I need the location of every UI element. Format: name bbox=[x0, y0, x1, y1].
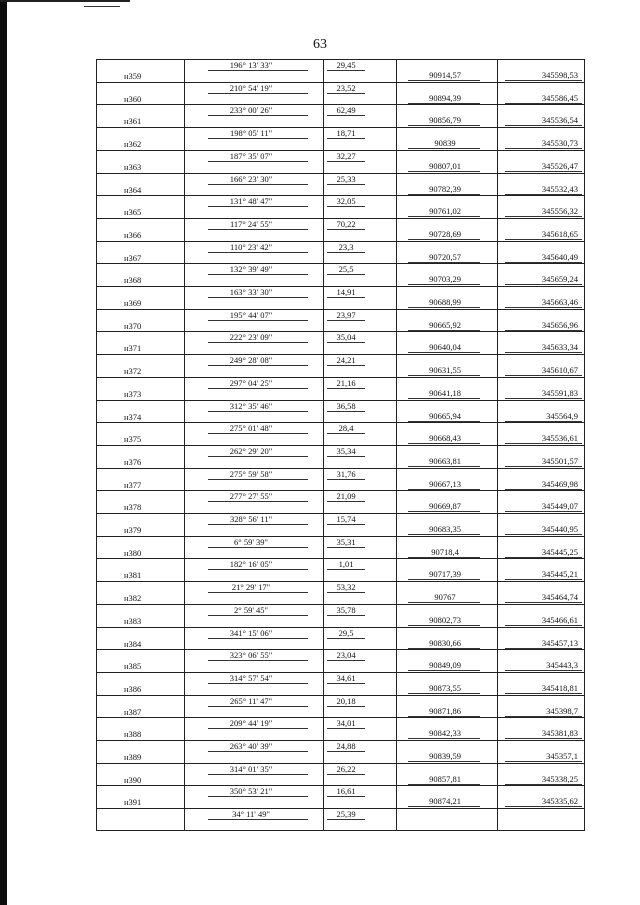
value-underline bbox=[208, 479, 308, 480]
table-row bbox=[96, 104, 585, 127]
segment-length: 24,88 bbox=[336, 741, 356, 751]
coordinate-x: 90663,81 bbox=[429, 455, 461, 466]
point-id: н387 bbox=[124, 706, 142, 717]
coordinate-y: 345591,83 bbox=[541, 387, 578, 398]
segment-length: 29,5 bbox=[338, 627, 354, 638]
direction-angle: 21° 29' 17" bbox=[231, 582, 271, 593]
point-id: н373 bbox=[124, 388, 142, 399]
coordinate-y: 345659,24 bbox=[541, 274, 578, 285]
segment-length: 35,78 bbox=[336, 604, 356, 615]
segment-length: 29,45 bbox=[336, 60, 356, 70]
value-underline bbox=[208, 115, 308, 116]
direction-angle: 297° 04' 25" bbox=[229, 377, 273, 388]
coordinate-y: 345457,13 bbox=[541, 637, 578, 648]
coordinate-y: 345530,73 bbox=[541, 138, 578, 149]
point-id: н388 bbox=[124, 729, 142, 740]
coordinate-y: 345556,32 bbox=[541, 206, 578, 217]
coordinate-y: 345449,07 bbox=[541, 501, 578, 512]
value-underline bbox=[327, 297, 365, 298]
coordinate-x: 90894,39 bbox=[429, 92, 461, 103]
segment-length: 20,18 bbox=[336, 695, 356, 706]
segment-length: 21,16 bbox=[336, 377, 356, 388]
value-underline bbox=[208, 796, 308, 797]
coordinate-x: 90802,73 bbox=[429, 614, 461, 625]
segment-length: 34,01 bbox=[336, 718, 356, 729]
value-underline bbox=[208, 252, 308, 253]
coordinate-y: 345443,3 bbox=[546, 660, 578, 671]
direction-angle: 166° 23' 30" bbox=[229, 173, 273, 184]
value-underline bbox=[327, 774, 365, 775]
coordinate-x: 90839,59 bbox=[429, 751, 461, 761]
coordinate-x: 90668,43 bbox=[429, 433, 461, 444]
value-underline bbox=[327, 70, 365, 71]
value-underline bbox=[327, 206, 365, 207]
coordinate-x: 90665,92 bbox=[429, 319, 461, 330]
coordinate-y: 345381,83 bbox=[541, 728, 578, 739]
value-underline bbox=[208, 819, 308, 820]
point-id: н366 bbox=[124, 229, 142, 240]
value-underline bbox=[327, 501, 365, 502]
direction-angle: 2° 59' 45" bbox=[234, 604, 268, 615]
value-underline bbox=[327, 479, 365, 480]
segment-length: 53,32 bbox=[336, 582, 356, 593]
coordinate-y: 345633,34 bbox=[541, 342, 578, 353]
direction-angle: 163° 33' 30" bbox=[229, 287, 273, 297]
table-row bbox=[96, 377, 585, 400]
segment-length: 16,61 bbox=[336, 786, 356, 797]
coordinate-x: 90873,55 bbox=[429, 682, 461, 693]
value-underline bbox=[327, 274, 365, 275]
coordinate-x: 90720,57 bbox=[429, 251, 461, 262]
value-underline bbox=[327, 728, 365, 729]
table-row bbox=[96, 59, 585, 82]
direction-angle: 262° 29' 20" bbox=[229, 445, 273, 456]
value-underline bbox=[327, 524, 365, 525]
point-id: н390 bbox=[124, 774, 142, 785]
coordinate-x: 90830,66 bbox=[429, 637, 461, 648]
direction-angle: 314° 01' 35" bbox=[229, 763, 273, 774]
table-row bbox=[96, 604, 585, 627]
coordinate-x: 90914,57 bbox=[429, 70, 461, 80]
table-row bbox=[96, 241, 585, 264]
scan-artifact-line bbox=[84, 6, 120, 7]
value-underline bbox=[208, 774, 308, 775]
direction-angle: 210° 54' 19" bbox=[229, 82, 273, 93]
point-id: н363 bbox=[124, 161, 142, 172]
table-row bbox=[96, 173, 585, 196]
value-underline bbox=[327, 229, 365, 230]
value-underline bbox=[327, 342, 365, 343]
coordinate-x: 90688,99 bbox=[429, 297, 461, 307]
table-row bbox=[96, 740, 585, 763]
value-underline bbox=[327, 138, 365, 139]
segment-length: 1,01 bbox=[338, 559, 354, 570]
page-number: 63 bbox=[313, 37, 327, 52]
scan-artifact-line bbox=[0, 0, 130, 2]
coordinate-y: 345663,46 bbox=[541, 297, 578, 307]
point-id: н379 bbox=[124, 525, 142, 535]
coordinate-x: 90665,94 bbox=[429, 410, 461, 421]
coordinate-x: 90807,01 bbox=[429, 160, 461, 171]
coordinate-y: 345564,9 bbox=[546, 410, 578, 421]
coordinate-y: 345418,81 bbox=[541, 682, 578, 693]
value-underline bbox=[208, 456, 308, 457]
direction-angle: 182° 16' 05" bbox=[229, 559, 273, 570]
value-underline bbox=[208, 706, 308, 707]
coordinate-x: 90683,35 bbox=[429, 524, 461, 534]
coordinate-x: 90857,81 bbox=[429, 773, 461, 784]
direction-angle: 249° 28' 08" bbox=[229, 355, 273, 366]
coordinate-y: 345445,21 bbox=[541, 569, 578, 580]
table-row bbox=[96, 695, 585, 718]
segment-length: 25,5 bbox=[338, 264, 354, 275]
segment-length: 28,4 bbox=[338, 423, 354, 434]
coordinate-x: 90718,4 bbox=[431, 546, 459, 557]
direction-angle: 110° 23' 42" bbox=[229, 241, 273, 252]
segment-length: 34,61 bbox=[336, 672, 356, 683]
direction-angle: 328° 56' 11" bbox=[229, 514, 273, 524]
point-id: н385 bbox=[124, 661, 142, 672]
value-underline bbox=[327, 615, 365, 616]
coordinate-x: 90641,18 bbox=[429, 387, 461, 398]
point-id: н389 bbox=[124, 752, 142, 762]
table-row bbox=[96, 468, 585, 491]
point-id: н374 bbox=[124, 411, 142, 422]
value-underline bbox=[327, 456, 365, 457]
table-row bbox=[96, 513, 585, 536]
coordinate-x: 90669,87 bbox=[429, 501, 461, 512]
direction-angle: 222° 23' 09" bbox=[229, 332, 273, 343]
coordinate-y: 345357,1 bbox=[546, 751, 578, 761]
direction-angle: 341° 15' 06" bbox=[229, 627, 273, 638]
segment-length: 15,74 bbox=[336, 514, 356, 524]
coordinate-x: 90782,39 bbox=[429, 183, 461, 194]
table-row bbox=[96, 490, 585, 513]
table-row bbox=[96, 218, 585, 241]
point-id: н361 bbox=[124, 116, 142, 127]
value-underline bbox=[208, 229, 308, 230]
value-underline bbox=[327, 93, 365, 94]
value-underline bbox=[208, 297, 308, 298]
point-id: н370 bbox=[124, 320, 142, 331]
direction-angle: 6° 59' 39" bbox=[234, 536, 268, 547]
point-id: н391 bbox=[124, 797, 142, 808]
point-id: н386 bbox=[124, 683, 142, 694]
value-underline bbox=[208, 365, 308, 366]
table-row bbox=[96, 717, 585, 740]
point-id: н368 bbox=[124, 275, 142, 286]
value-underline bbox=[327, 365, 365, 366]
value-underline bbox=[327, 638, 365, 639]
table-row bbox=[96, 763, 585, 786]
point-id: н359 bbox=[124, 71, 142, 81]
table-row bbox=[96, 127, 585, 150]
coordinate-y: 345598,53 bbox=[541, 70, 578, 80]
value-underline bbox=[208, 524, 308, 525]
point-id: н380 bbox=[124, 547, 142, 558]
coordinate-x: 90728,69 bbox=[429, 228, 461, 239]
table-row bbox=[96, 649, 585, 672]
coordinate-y: 345656,96 bbox=[541, 319, 578, 330]
direction-angle: 314° 57' 54" bbox=[229, 672, 273, 683]
table-row bbox=[96, 627, 585, 650]
segment-length: 14,91 bbox=[336, 287, 356, 297]
value-underline bbox=[327, 751, 365, 752]
segment-length: 23,04 bbox=[336, 650, 356, 661]
point-id: н367 bbox=[124, 252, 142, 263]
segment-length: 35,04 bbox=[336, 332, 356, 343]
direction-angle: 187° 35' 07" bbox=[229, 150, 273, 161]
table-row bbox=[96, 808, 585, 831]
direction-angle: 132° 39' 49" bbox=[229, 264, 273, 275]
value-underline bbox=[208, 70, 308, 71]
coordinate-x: 90761,02 bbox=[429, 206, 461, 217]
coordinate-y: 345501,57 bbox=[541, 455, 578, 466]
coordinate-x: 90631,55 bbox=[429, 365, 461, 376]
segment-length: 25,33 bbox=[336, 173, 356, 184]
value-underline bbox=[327, 184, 365, 185]
table-row bbox=[96, 581, 585, 604]
point-id: н365 bbox=[124, 207, 142, 218]
coordinate-y: 345398,7 bbox=[546, 705, 578, 716]
scan-edge bbox=[0, 0, 7, 905]
coordinates-table bbox=[96, 59, 585, 831]
table-row bbox=[96, 309, 585, 332]
direction-angle: 233° 00' 26" bbox=[229, 105, 273, 116]
point-id: н383 bbox=[124, 615, 142, 626]
coordinate-y: 345445,25 bbox=[541, 546, 578, 557]
segment-length: 21,09 bbox=[336, 491, 356, 502]
coordinate-x: 90871,86 bbox=[429, 705, 461, 716]
point-id: н360 bbox=[124, 93, 142, 104]
coordinate-y: 345469,98 bbox=[541, 478, 578, 489]
coordinate-y: 345536,54 bbox=[541, 115, 578, 126]
coordinate-y: 345335,62 bbox=[541, 796, 578, 807]
value-underline bbox=[208, 569, 308, 570]
coordinate-y: 345640,49 bbox=[541, 251, 578, 262]
value-underline bbox=[208, 615, 308, 616]
coordinate-x: 90703,29 bbox=[429, 274, 461, 285]
point-id: н384 bbox=[124, 638, 142, 649]
segment-length: 26,22 bbox=[336, 763, 356, 774]
segment-length: 32,05 bbox=[336, 196, 356, 207]
segment-length: 62,49 bbox=[336, 105, 356, 116]
value-underline bbox=[327, 161, 365, 162]
value-underline bbox=[208, 206, 308, 207]
value-underline bbox=[208, 547, 308, 548]
value-underline bbox=[208, 433, 308, 434]
segment-length: 23,3 bbox=[338, 241, 354, 252]
value-underline bbox=[208, 728, 308, 729]
coordinate-y: 345464,74 bbox=[541, 592, 578, 603]
direction-angle: 265° 11' 47" bbox=[229, 695, 273, 706]
coordinate-y: 345610,67 bbox=[541, 365, 578, 376]
coordinate-y: 345618,65 bbox=[541, 228, 578, 239]
coordinate-y: 345338,25 bbox=[541, 773, 578, 784]
direction-angle: 198° 05' 11" bbox=[229, 128, 273, 139]
value-underline bbox=[327, 569, 365, 570]
point-id: н372 bbox=[124, 366, 142, 377]
table-row bbox=[96, 354, 585, 377]
direction-angle: 209° 44' 19" bbox=[229, 718, 273, 729]
coordinate-x: 90767 bbox=[434, 592, 456, 603]
point-id: н369 bbox=[124, 298, 142, 308]
segment-length: 32,27 bbox=[336, 150, 356, 161]
value-underline bbox=[208, 683, 308, 684]
direction-angle: 131° 48' 47" bbox=[229, 196, 273, 207]
value-underline bbox=[327, 411, 365, 412]
coordinate-y: 345536,61 bbox=[541, 433, 578, 444]
value-underline bbox=[327, 819, 365, 820]
direction-angle: 195° 44' 07" bbox=[229, 309, 273, 320]
coordinate-x: 90667,13 bbox=[429, 478, 461, 489]
direction-angle: 34° 11' 49" bbox=[232, 809, 270, 820]
coordinate-y: 345586,45 bbox=[541, 92, 578, 103]
direction-angle: 277° 27' 55" bbox=[229, 491, 273, 502]
value-underline bbox=[327, 706, 365, 707]
value-underline bbox=[208, 388, 308, 389]
direction-angle: 275° 01' 48" bbox=[229, 423, 273, 434]
value-underline bbox=[208, 184, 308, 185]
value-underline bbox=[208, 342, 308, 343]
table-row bbox=[96, 263, 585, 286]
direction-angle: 312° 35' 46" bbox=[229, 400, 273, 411]
segment-length: 25,39 bbox=[336, 809, 356, 820]
direction-angle: 350° 53' 21" bbox=[229, 786, 273, 797]
table-row bbox=[96, 422, 585, 445]
segment-length: 18,71 bbox=[336, 128, 356, 139]
table-row bbox=[96, 785, 585, 808]
value-underline bbox=[208, 660, 308, 661]
value-underline bbox=[327, 683, 365, 684]
table-row bbox=[96, 82, 585, 105]
value-underline bbox=[208, 411, 308, 412]
value-underline bbox=[208, 592, 308, 593]
point-id: н362 bbox=[124, 139, 142, 150]
segment-length: 24,21 bbox=[336, 355, 356, 366]
segment-length: 70,22 bbox=[336, 218, 356, 229]
value-underline bbox=[327, 388, 365, 389]
value-underline bbox=[208, 638, 308, 639]
value-underline bbox=[327, 433, 365, 434]
segment-length: 36,58 bbox=[336, 400, 356, 411]
point-id: н381 bbox=[124, 570, 142, 581]
coordinate-y: 345532,43 bbox=[541, 183, 578, 194]
table-row bbox=[96, 400, 585, 423]
coordinate-y: 345526,47 bbox=[541, 160, 578, 171]
table-row bbox=[96, 286, 585, 309]
point-id: н377 bbox=[124, 479, 142, 490]
coordinate-x: 90842,33 bbox=[429, 728, 461, 739]
table-row bbox=[96, 445, 585, 468]
value-underline bbox=[208, 751, 308, 752]
value-underline bbox=[208, 274, 308, 275]
coordinate-x: 90874,21 bbox=[429, 796, 461, 807]
value-underline bbox=[208, 501, 308, 502]
direction-angle: 196° 13' 33" bbox=[229, 60, 273, 70]
value-underline bbox=[208, 161, 308, 162]
point-id: н371 bbox=[124, 343, 142, 354]
value-underline bbox=[327, 660, 365, 661]
point-id: н378 bbox=[124, 502, 142, 513]
point-id: н382 bbox=[124, 593, 142, 604]
value-underline bbox=[208, 93, 308, 94]
segment-length: 35,34 bbox=[336, 445, 356, 456]
segment-length: 35,31 bbox=[336, 536, 356, 547]
segment-length: 23,52 bbox=[336, 82, 356, 93]
direction-angle: 275° 59' 58" bbox=[229, 468, 273, 479]
coordinate-x: 90849,09 bbox=[429, 660, 461, 671]
direction-angle: 323° 06' 55" bbox=[229, 650, 273, 661]
coordinate-x: 90839 bbox=[434, 138, 456, 149]
coordinate-y: 345466,61 bbox=[541, 614, 578, 625]
direction-angle: 117° 24' 55" bbox=[229, 218, 273, 229]
direction-angle: 263° 40' 39" bbox=[229, 741, 273, 751]
table-border-bottom bbox=[96, 830, 585, 831]
value-underline bbox=[327, 592, 365, 593]
value-underline bbox=[327, 320, 365, 321]
value-underline bbox=[327, 547, 365, 548]
table-row bbox=[96, 558, 585, 581]
value-underline bbox=[208, 320, 308, 321]
coordinate-x: 90856,79 bbox=[429, 115, 461, 126]
table-row bbox=[96, 150, 585, 173]
segment-length: 31,76 bbox=[336, 468, 356, 479]
coordinate-x: 90717,39 bbox=[429, 569, 461, 580]
table-row bbox=[96, 672, 585, 695]
value-underline bbox=[327, 252, 365, 253]
point-id: н376 bbox=[124, 456, 142, 467]
table-row bbox=[96, 331, 585, 354]
value-underline bbox=[208, 138, 308, 139]
value-underline bbox=[327, 796, 365, 797]
coordinate-x: 90640,04 bbox=[429, 342, 461, 353]
table-row bbox=[96, 195, 585, 218]
point-id: н364 bbox=[124, 184, 142, 195]
table-row bbox=[96, 536, 585, 559]
value-underline bbox=[327, 115, 365, 116]
point-id: н375 bbox=[124, 434, 142, 445]
coordinate-y: 345440,95 bbox=[541, 524, 578, 534]
segment-length: 23,97 bbox=[336, 309, 356, 320]
